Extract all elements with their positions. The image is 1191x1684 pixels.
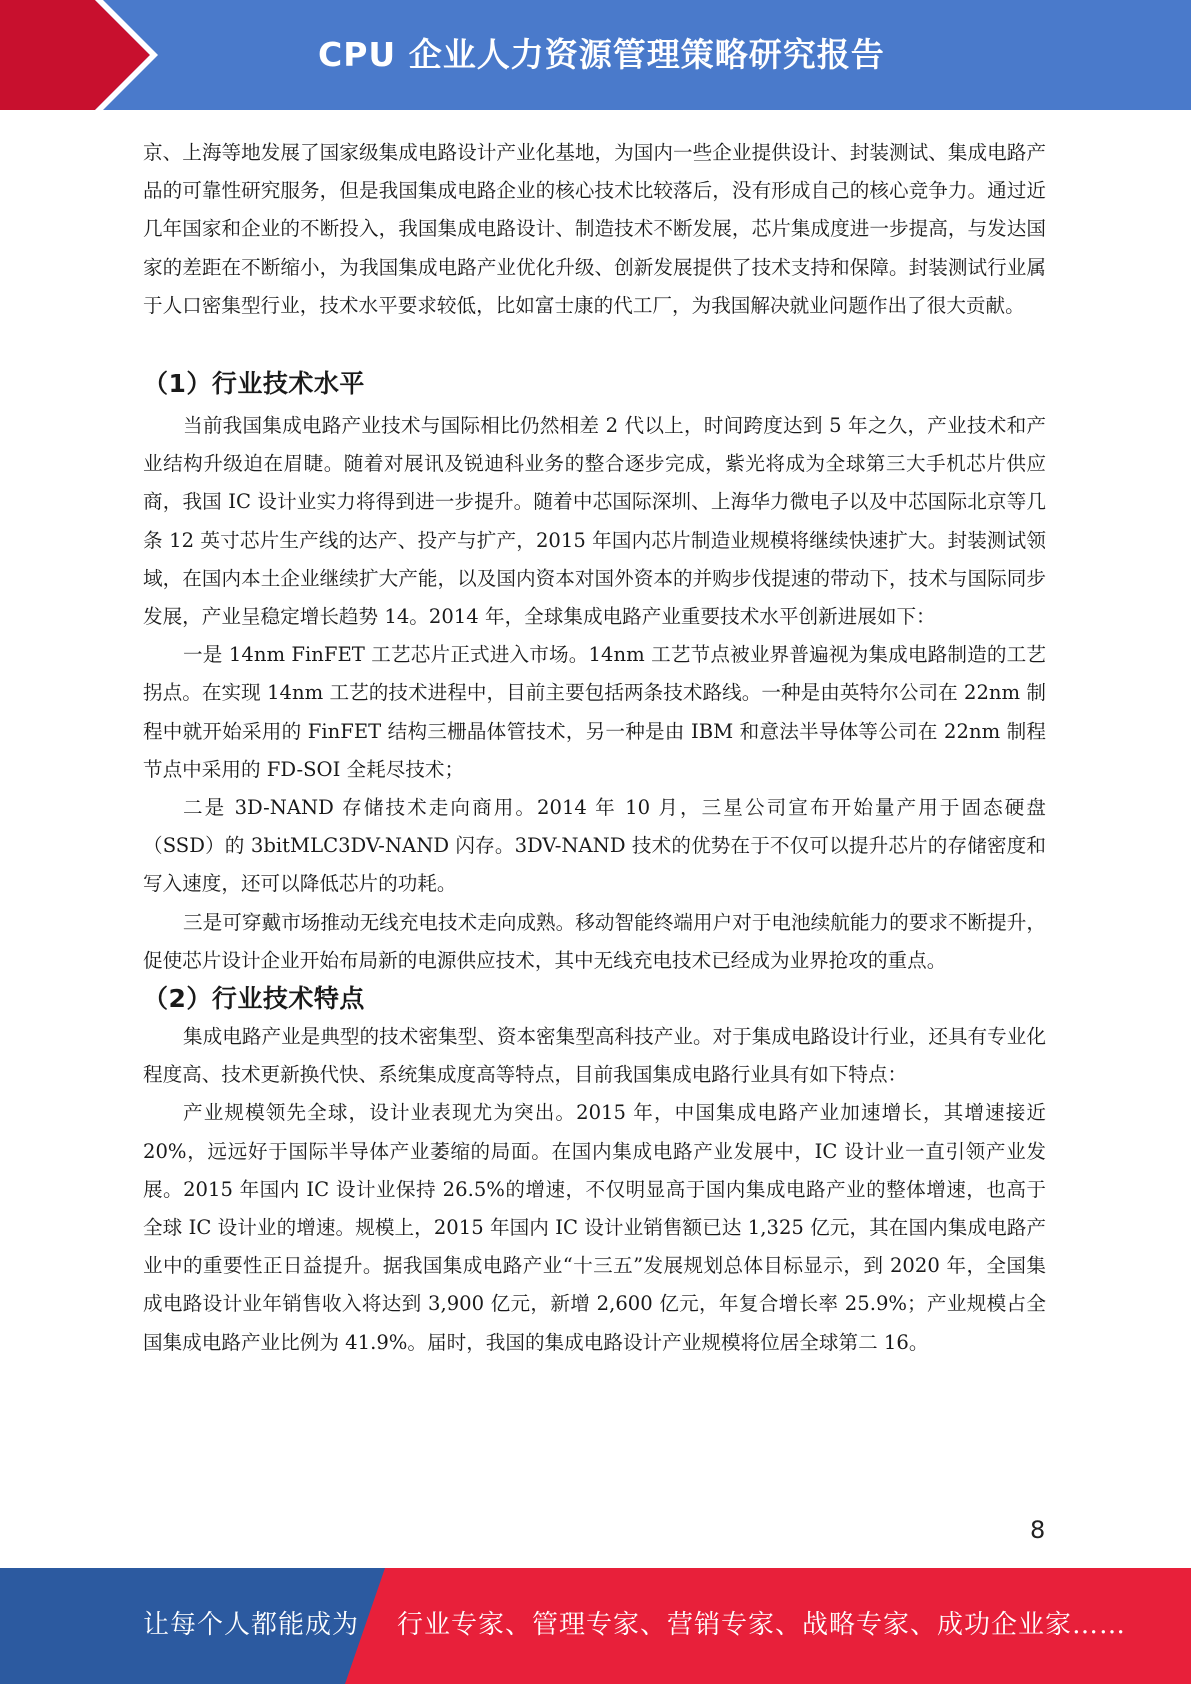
section-heading-tech-level: （1）行业技术水平 (143, 369, 365, 399)
report-title: CPU 企业人力资源管理策略研究报告 (318, 35, 885, 74)
footer-slogan-right: 行业专家、管理专家、营销专家、战略专家、成功企业家…… (397, 1610, 1127, 1640)
body-paragraph: 二是 3D-NAND 存储技术走向商用。2014 年 10 月，三星公司宣布开始量产用于固态硬盘（SSD）的 3bitMLC3DV-NAND 闪存。3DV-NAND 技术的优势在于不仅可以提升芯片的存储密度和写入速度，还可以降低芯片的功耗。 (143, 796, 1046, 896)
page-header (0, 0, 1191, 110)
page-number: 8 (1030, 1516, 1046, 1544)
body-paragraph: 三是可穿戴市场推动无线充电技术走向成熟。移动智能终端用户对于电池续航能力的要求不断提升，促使芯片设计企业开始布局新的电源供应技术，其中无线充电技术已经成为业界抢攻的重点。 (143, 910, 1046, 972)
section-heading-tech-features: （2）行业技术特点 (143, 984, 365, 1014)
page-footer (0, 1568, 1191, 1684)
intro-paragraph: 京、上海等地发展了国家级集成电路设计产业化基地，为国内一些企业提供设计、封装测试、集成电路产品的可靠性研究服务，但是我国集成电路企业的核心技术比较落后，没有形成自己的核心竞争力。通过近几年国家和企业的不断投入，我国集成电路设计、制造技术不断发展，芯片集成度进一步提高，与发达国家的差距在不断缩小，为我国集成电路产业优化升级、创新发展提供了技术支持和保障。封装测试行业属于人口密集型行业，技术水平要求较低，比如富士康的代工厂，为我国解决就业问题作出了很大贡献。 (143, 141, 1046, 317)
header-red-arrow (0, 0, 150, 110)
body-paragraph: 产业规模领先全球，设计业表现尤为突出。2015 年，中国集成电路产业加速增长，其增速接近 20%，远远好于国际半导体产业萎缩的局面。在国内集成电路产业发展中，IC 设计业一直引领产业发展。2015 年国内 IC 设计业保持 26.5%的增速，不仅明显高于国内集成电路产业的整体增速，也高于全球 IC 设计业的增速。规模上，2015 年国内 IC 设计业销售额已达 1,325 亿元，其在国内集成电路产业中的重要性正日益提升。据我国集成电路产业“十三五”发展规划总体目标显示，到 2020 年，全国集成电路设计业年销售收入将达到 3,900 亿元，新增 2,600 亿元，年复合增长率 25.9%；产业规模占全国集成电路产业比例为 41.9%。届时，我国的集成电路设计产业规模将位居全球第二 16。 (143, 1101, 1046, 1354)
body-paragraph: 集成电路产业是典型的技术密集型、资本密集型高科技产业。对于集成电路设计行业，还具有专业化程度高、技术更新换代快、系统集成度高等特点，目前我国集成电路行业具有如下特点： (143, 1025, 1046, 1087)
footer-slogan-left: 让每个人都能成为 (143, 1610, 360, 1640)
body-paragraph: 当前我国集成电路产业技术与国际相比仍然相差 2 代以上，时间跨度达到 5 年之久，产业技术和产业结构升级迫在眉睫。随着对展讯及锐迪科业务的整合逐步完成，紫光将成为全球第三大手机芯片供应商，我国 IC 设计业实力将得到进一步提升。随着中芯国际深圳、上海华力微电子以及中芯国际北京等几条 12 英寸芯片生产线的达产、投产与扩产，2015 年国内芯片制造业规模将继续快速扩大。封装测试领域，在国内本土企业继续扩大产能，以及国内资本对国外资本的并购步伐提速的带动下，技术与国际同步发展，产业呈稳定增长趋势 14。2014 年，全球集成电路产业重要技术水平创新进展如下： (143, 414, 1046, 629)
document-body (143, 134, 1046, 1362)
body-paragraph: 一是 14nm FinFET 工艺芯片正式进入市场。14nm 工艺节点被业界普遍视为集成电路制造的工艺拐点。在实现 14nm 工艺的技术进程中，目前主要包括两条技术路线。一种是由英特尔公司在 22nm 制程中就开始采用的 FinFET 结构三栅晶体管技术，另一种是由 IBM 和意法半导体等公司在 22nm 制程节点中采用的 FD-SOI 全耗尽技术； (143, 643, 1046, 781)
